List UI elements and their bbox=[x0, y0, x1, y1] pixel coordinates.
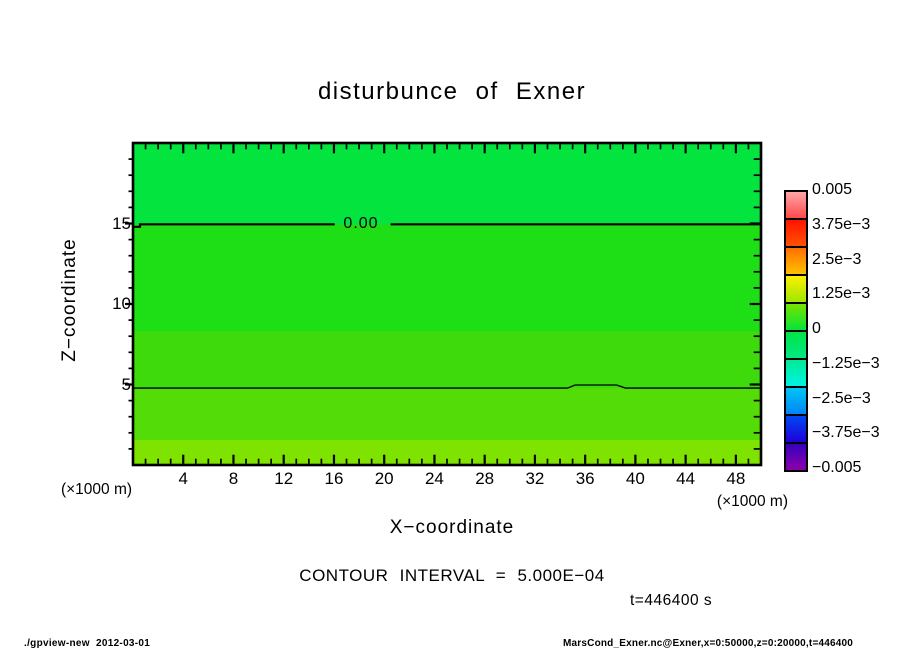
y-tick-label: 5 bbox=[121, 374, 131, 394]
contour-plot-area bbox=[113, 135, 773, 475]
colorbar-tick-label: 3.75e−3 bbox=[812, 215, 871, 233]
contour-zero-label: 0.00 bbox=[343, 215, 379, 232]
y-axis-unit-label: (×1000 m) bbox=[60, 481, 133, 498]
x-tick-label: 24 bbox=[424, 469, 444, 488]
colorbar-box bbox=[786, 330, 806, 358]
x-axis-title: X−coordinate bbox=[389, 517, 515, 538]
colorbar-tick-label: −3.75e−3 bbox=[812, 424, 880, 442]
x-tick-label: 12 bbox=[274, 469, 294, 488]
x-tick-label: 36 bbox=[575, 469, 595, 488]
x-tick-label: 44 bbox=[676, 469, 696, 488]
x-tick-label: 28 bbox=[475, 469, 495, 488]
colorbar-tick-label: −2.5e−3 bbox=[812, 389, 871, 407]
footer-source-stamp: MarsCond_Exner.nc@Exner,x=0:50000,z=0:20000,t=446400 bbox=[563, 638, 854, 649]
colorbar-box bbox=[786, 192, 806, 218]
colorbar-box bbox=[786, 274, 806, 302]
y-tick-label: 10 bbox=[112, 294, 131, 313]
x-tick-label: 4 bbox=[178, 469, 188, 488]
footer-command-stamp: ./gpview-new 2012-03-01 bbox=[24, 638, 151, 649]
colorbar-tick-label: 0.005 bbox=[812, 181, 853, 198]
colorbar bbox=[784, 190, 808, 472]
colorbar-box bbox=[786, 414, 806, 442]
x-tick-label: 40 bbox=[625, 469, 645, 488]
y-tick-label: 15 bbox=[112, 213, 131, 233]
tone-band bbox=[133, 143, 761, 225]
colorbar-tick-label: 2.5e−3 bbox=[812, 250, 862, 268]
x-tick-label: 32 bbox=[525, 469, 545, 488]
x-tick-label: 48 bbox=[726, 469, 746, 488]
colorbar-box bbox=[786, 302, 806, 330]
colorbar-tick-label: −0.005 bbox=[812, 459, 862, 476]
colorbar-tick-label: 1.25e−3 bbox=[812, 285, 871, 303]
colorbar-box bbox=[786, 386, 806, 414]
colorbar-box bbox=[786, 246, 806, 274]
y-axis-title: Z−coordinate bbox=[59, 238, 80, 362]
tone-band bbox=[133, 388, 761, 441]
colorbar-box bbox=[786, 358, 806, 386]
x-tick-label: 8 bbox=[228, 469, 239, 488]
time-note: t=446400 s bbox=[630, 592, 713, 609]
x-axis-unit-label: (×1000 m) bbox=[716, 493, 788, 510]
plot-title: disturbunce of Exner bbox=[317, 78, 587, 105]
tone-band bbox=[133, 224, 761, 332]
colorbar-tick-label: −1.25e−3 bbox=[812, 354, 880, 372]
contour-interval-note: CONTOUR INTERVAL = 5.000E−04 bbox=[299, 566, 605, 585]
colorbar-box bbox=[786, 442, 806, 470]
x-tick-label: 16 bbox=[324, 469, 344, 488]
colorbar-box bbox=[786, 218, 806, 246]
colorbar-tick-label: 0 bbox=[812, 320, 821, 337]
x-tick-label: 20 bbox=[374, 469, 394, 488]
tone-band bbox=[133, 331, 761, 388]
